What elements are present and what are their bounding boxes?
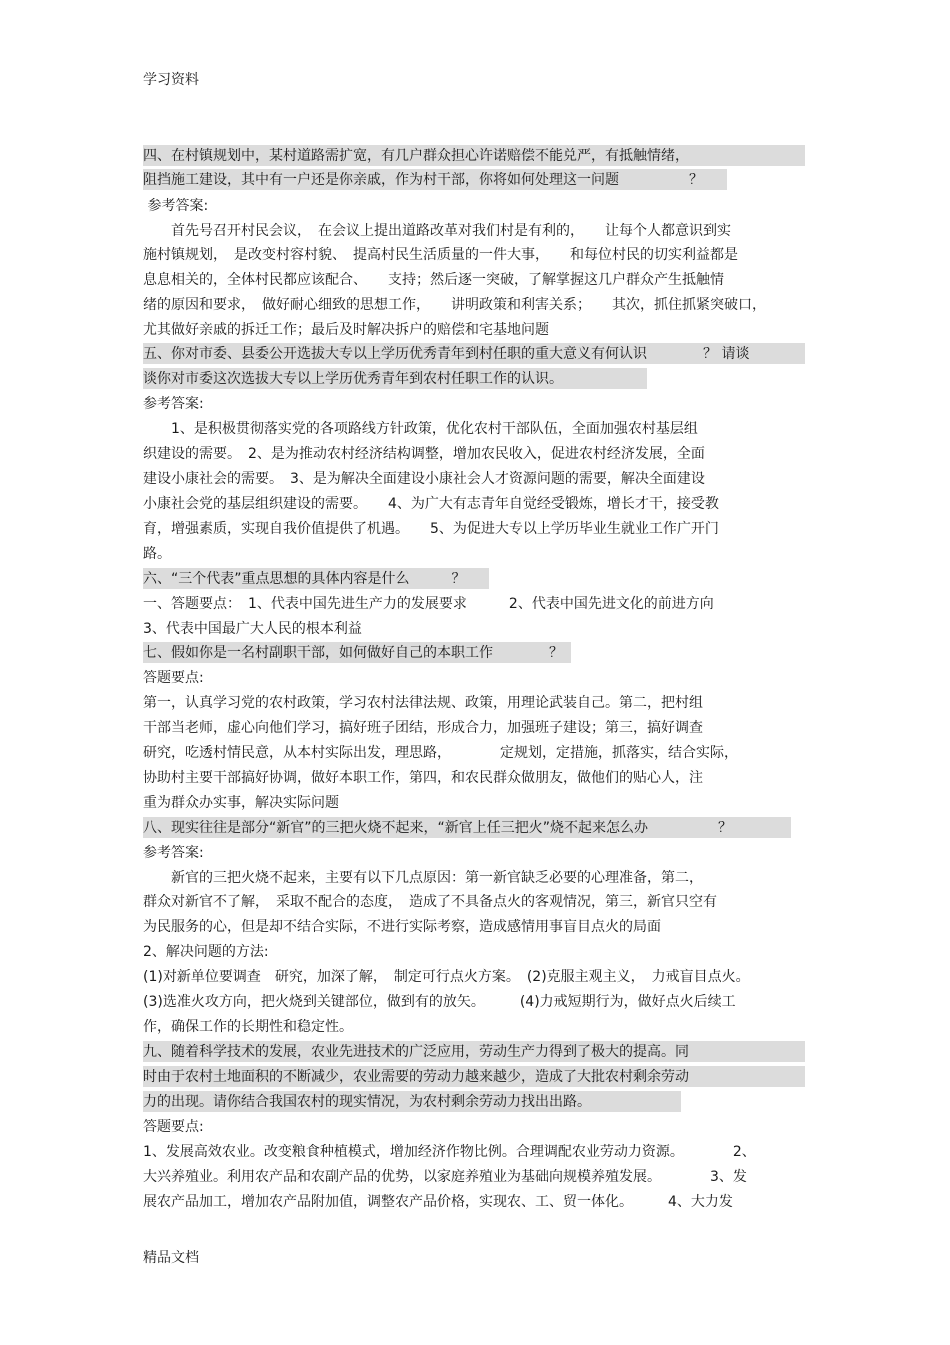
- answer-text: 展农产品加工，增加农产品附加值，调整农产品价格，实现农、工、贸一体化。 4、大力发: [143, 1194, 733, 1210]
- answer-text: 1、是积极贯彻落实党的各项路线方针政策，优化农村干部队伍，全面加强农村基层组: [143, 421, 698, 437]
- answer-label: 参考答案:: [143, 198, 209, 214]
- question-heading: 时由于农村土地面积的不断减少，农业需要的劳动力越来越少，造成了大批农村剩余劳动: [143, 1069, 689, 1085]
- answer-label: 参考答案:: [143, 845, 204, 861]
- question-heading: 七、假如你是一名村副职干部，如何做好自己的本职工作 ？: [143, 645, 563, 661]
- answer-label: 参考答案:: [143, 396, 204, 412]
- question-heading: 九、随着科学技术的发展，农业先进技术的广泛应用，劳动生产力得到了极大的提高。同: [143, 1044, 689, 1060]
- answer-text: 大兴养殖业。利用农产品和农副产品的优势，以家庭养殖业为基础向规模养殖发展。 3、发: [143, 1169, 747, 1185]
- answer-text: 新官的三把火烧不起来，主要有以下几点原因：第一新官缺乏必要的心理准备，第二，: [143, 870, 703, 886]
- answer-label: 答题要点:: [143, 1119, 204, 1135]
- answer-text: 首先号召开村民会议， 在会议上提出道路改革对我们村是有利的， 让每个人都意识到实: [143, 223, 731, 239]
- answer-label: 答题要点:: [143, 670, 204, 686]
- answer-text: 小康社会党的基层组织建设的需要。 4、为广大有志青年自觉经受锻炼，增长才干，接受教: [143, 496, 719, 512]
- page-footer: 精品文档: [143, 1250, 199, 1266]
- answer-text: 织建设的需要。 2、是为推动农村经济结构调整，增加农民收入，促进农村经济发展，全面: [143, 446, 705, 462]
- question-heading: 八、现实往往是部分“新官”的三把火烧不起来，“新官上任三把火”烧不起来怎么办 ？: [143, 820, 733, 836]
- question-heading: 谈你对市委这次选拔大专以上学历优秀青年到农村任职工作的认识。: [143, 371, 563, 387]
- page-header: 学习资料: [143, 72, 199, 88]
- answer-text: (1)对新单位要调查 研究，加深了解， 制定可行点火方案。 (2)克服主观主义， 力戒盲目点火。: [143, 969, 750, 985]
- answer-text: 息息相关的，全体村民都应该配合、 支持；然后逐一突破，了解掌握这几户群众产生抵触情: [143, 272, 724, 288]
- question-heading: 四、在村镇规划中，某村道路需扩宽，有几户群众担心许诺赔偿不能兑严，有抵触情绪，: [143, 148, 689, 164]
- answer-text: 干部当老师，虚心向他们学习，搞好班子团结，形成合力，加强班子建设；第三，搞好调查: [143, 720, 703, 736]
- question-heading: 六、“三个代表”重点思想的具体内容是什么 ？: [143, 571, 466, 587]
- answer-text: 作，确保工作的长期性和稳定性。: [143, 1019, 353, 1035]
- answer-text: 尤其做好亲戚的拆迁工作；最后及时解决拆户的赔偿和宅基地问题: [143, 322, 549, 338]
- answer-text: 施村镇规划， 是改变村容村貌、 提高村民生活质量的一件大事， 和每位村民的切实利益都是: [143, 247, 738, 263]
- answer-text: (3)选准火攻方向，把火烧到关键部位，做到有的放矢。 (4)力戒短期行为，做好点火后续工: [143, 994, 736, 1010]
- question-heading: 阻挡施工建设，其中有一户还是你亲戚，作为村干部，你将如何处理这一问题 ？: [143, 172, 703, 188]
- answer-text: 建设小康社会的需要。 3、是为解决全面建设小康社会人才资源问题的需要，解决全面建设: [143, 471, 705, 487]
- answer-text: 3、代表中国最广大人民的根本利益: [143, 621, 362, 637]
- answer-text: 群众对新官不了解， 采取不配合的态度， 造成了不具备点火的客观情况，第三，新官只空有: [143, 894, 717, 910]
- answer-text: 一、答题要点： 1、代表中国先进生产力的发展要求 2、代表中国先进文化的前进方向: [143, 596, 714, 612]
- answer-text: 1、发展高效农业。改变粮食种植模式，增加经济作物比例。合理调配农业劳动力资源。 2、: [143, 1144, 756, 1160]
- answer-text: 第一，认真学习党的农村政策，学习农村法律法规、政策，用理论武装自己。第二，把村组: [143, 695, 703, 711]
- answer-text: 路。: [143, 546, 171, 562]
- question-heading: 五、你对市委、县委公开选拔大专以上学历优秀青年到村任职的重大意义有何认识 ？ 请谈: [143, 346, 750, 362]
- question-heading: 力的出现。请你结合我国农村的现实情况，为农村剩余劳动力找出出路。: [143, 1094, 591, 1110]
- answer-text: 重为群众办实事，解决实际问题: [143, 795, 339, 811]
- answer-text: 绪的原因和要求， 做好耐心细致的思想工作， 讲明政策和利害关系； 其次，抓住抓紧突破口，: [143, 297, 766, 313]
- answer-text: 研究，吃透村情民意，从本村实际出发，理思路， 定规划，定措施，抓落实，结合实际，: [143, 745, 738, 761]
- answer-text: 育，增强素质，实现自我价值提供了机遇。 5、为促进大专以上学历毕业生就业工作广开门: [143, 521, 719, 537]
- answer-text: 协助村主要干部搞好协调，做好本职工作，第四，和农民群众做朋友，做他们的贴心人，注: [143, 770, 703, 786]
- answer-text: 为民服务的心，但是却不结合实际，不进行实际考察，造成感情用事盲目点火的局面: [143, 919, 661, 935]
- answer-text: 2、解决问题的方法:: [143, 944, 269, 960]
